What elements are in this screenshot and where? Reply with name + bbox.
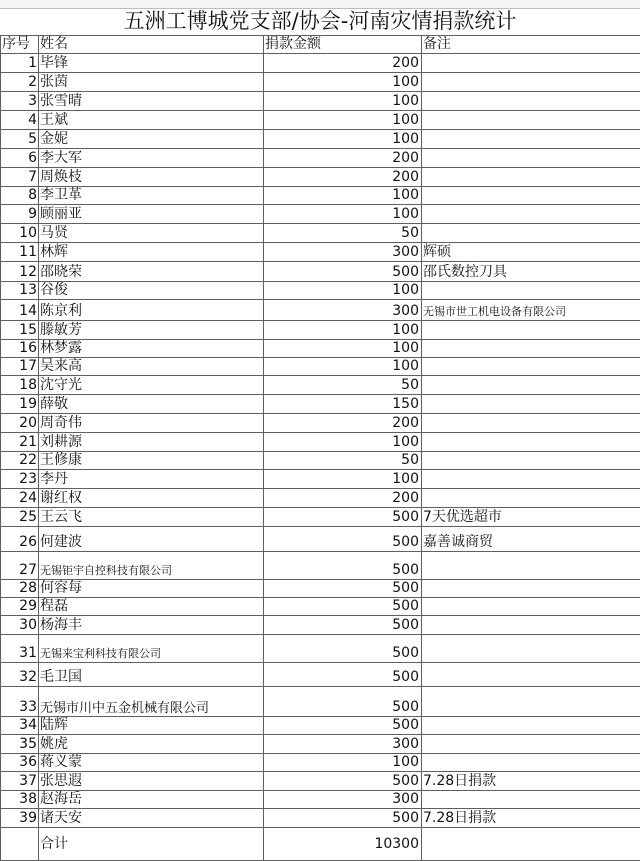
note-cell[interactable]: 邵氏数控刀具 xyxy=(422,262,640,282)
amount-cell[interactable]: 500 xyxy=(264,772,422,791)
amount-cell[interactable]: 100 xyxy=(264,187,422,205)
table-row xyxy=(1,433,640,452)
table-row xyxy=(1,470,640,489)
amount-cell[interactable]: 300 xyxy=(264,300,422,321)
header-amount[interactable]: 捐款金额 xyxy=(264,36,422,54)
name-cell[interactable]: 顾丽亚 xyxy=(39,205,264,224)
name-cell[interactable]: 薛敬 xyxy=(39,395,264,414)
note-cell[interactable] xyxy=(422,580,640,598)
table-row xyxy=(1,735,640,754)
name-cell[interactable]: 杨海丰 xyxy=(39,616,264,635)
name-cell[interactable]: 张茵 xyxy=(39,73,264,92)
row-number-cell[interactable]: 27 xyxy=(1,552,39,580)
row-number-cell[interactable]: 7 xyxy=(1,168,39,187)
table-row xyxy=(1,489,640,508)
row-number-cell[interactable]: 15 xyxy=(1,321,39,340)
note-cell[interactable] xyxy=(422,168,640,187)
amount-cell[interactable]: 500 xyxy=(264,598,422,616)
note-cell[interactable] xyxy=(422,687,640,717)
row-number-cell[interactable]: 8 xyxy=(1,187,39,205)
amount-cell[interactable]: 300 xyxy=(264,791,422,809)
table-row xyxy=(1,414,640,433)
name-cell[interactable]: 程磊 xyxy=(39,598,264,616)
row-number-cell[interactable]: 24 xyxy=(1,489,39,508)
amount-cell[interactable]: 100 xyxy=(264,73,422,92)
table-row xyxy=(1,687,640,717)
row-number-cell[interactable]: 22 xyxy=(1,452,39,470)
name-cell[interactable]: 赵海岳 xyxy=(39,791,264,809)
name-cell[interactable]: 王云飞 xyxy=(39,508,264,527)
amount-cell[interactable]: 200 xyxy=(264,149,422,168)
table-row xyxy=(1,580,640,598)
row-number-cell[interactable]: 36 xyxy=(1,754,39,772)
name-cell[interactable]: 李大军 xyxy=(39,149,264,168)
row-number-cell[interactable]: 28 xyxy=(1,580,39,598)
table-row xyxy=(1,340,640,358)
amount-cell[interactable]: 300 xyxy=(264,735,422,754)
table-row xyxy=(1,809,640,828)
note-cell[interactable] xyxy=(422,187,640,205)
row-number-cell[interactable]: 2 xyxy=(1,73,39,92)
name-cell[interactable]: 张思遐 xyxy=(39,772,264,791)
note-cell[interactable] xyxy=(422,635,640,663)
amount-cell[interactable]: 50 xyxy=(264,452,422,470)
table-row xyxy=(1,717,640,735)
note-cell[interactable] xyxy=(422,358,640,376)
sheet-title: 五洲工博城党支部/协会-河南灾情捐款统计 xyxy=(0,8,640,36)
note-cell[interactable] xyxy=(422,414,640,433)
table-row xyxy=(1,149,640,168)
table-row xyxy=(1,772,640,791)
note-cell[interactable] xyxy=(422,598,640,616)
amount-cell[interactable]: 150 xyxy=(264,395,422,414)
row-number-cell[interactable]: 6 xyxy=(1,149,39,168)
name-cell[interactable]: 张雪晴 xyxy=(39,92,264,111)
table-row xyxy=(1,598,640,616)
row-number-cell[interactable]: 34 xyxy=(1,717,39,735)
name-cell[interactable]: 蒋义蒙 xyxy=(39,754,264,772)
amount-cell[interactable]: 200 xyxy=(264,414,422,433)
row-number-cell[interactable]: 5 xyxy=(1,130,39,149)
name-cell[interactable]: 无锡钜宇自控科技有限公司 xyxy=(39,552,264,580)
note-cell[interactable] xyxy=(422,205,640,224)
row-number-cell[interactable]: 3 xyxy=(1,92,39,111)
row-number-cell[interactable]: 21 xyxy=(1,433,39,452)
row-number-cell[interactable]: 19 xyxy=(1,395,39,414)
note-cell[interactable] xyxy=(422,73,640,92)
table-row xyxy=(1,187,640,205)
donation-table-body xyxy=(1,36,640,861)
row-number-cell[interactable]: 38 xyxy=(1,791,39,809)
note-cell[interactable] xyxy=(422,321,640,340)
row-number-cell[interactable]: 17 xyxy=(1,358,39,376)
note-cell[interactable] xyxy=(422,282,640,300)
amount-cell[interactable]: 500 xyxy=(264,663,422,687)
name-cell[interactable]: 何容每 xyxy=(39,580,264,598)
table-row xyxy=(1,262,640,282)
row-number-cell[interactable]: 26 xyxy=(1,527,39,552)
row-number-cell[interactable]: 32 xyxy=(1,663,39,687)
amount-cell[interactable]: 500 xyxy=(264,717,422,735)
table-row xyxy=(1,616,640,635)
amount-cell[interactable]: 300 xyxy=(264,243,422,262)
donation-table xyxy=(0,35,640,861)
table-row xyxy=(1,452,640,470)
note-cell[interactable] xyxy=(422,130,640,149)
name-cell[interactable]: 毛卫国 xyxy=(39,663,264,687)
name-cell[interactable]: 陈京利 xyxy=(39,300,264,321)
note-cell[interactable] xyxy=(422,54,640,73)
name-cell[interactable]: 马贤 xyxy=(39,224,264,243)
table-row xyxy=(1,376,640,395)
amount-cell[interactable]: 500 xyxy=(264,262,422,282)
table-row xyxy=(1,754,640,772)
amount-cell[interactable]: 100 xyxy=(264,111,422,130)
amount-cell[interactable]: 50 xyxy=(264,376,422,395)
row-number-cell[interactable]: 30 xyxy=(1,616,39,635)
amount-cell[interactable]: 500 xyxy=(264,809,422,828)
row-number-cell[interactable]: 4 xyxy=(1,111,39,130)
header-note[interactable]: 备注 xyxy=(422,36,640,54)
row-number-cell[interactable]: 11 xyxy=(1,243,39,262)
total-amount-cell[interactable]: 10300 xyxy=(264,828,422,861)
table-row xyxy=(1,635,640,663)
name-cell[interactable]: 姚虎 xyxy=(39,735,264,754)
table-row xyxy=(1,358,640,376)
table-row xyxy=(1,54,640,73)
amount-cell[interactable]: 500 xyxy=(264,552,422,580)
table-row xyxy=(1,205,640,224)
name-cell[interactable]: 李卫革 xyxy=(39,187,264,205)
note-cell[interactable]: 嘉善诚商贸 xyxy=(422,527,640,552)
row-number-cell[interactable]: 29 xyxy=(1,598,39,616)
note-cell[interactable] xyxy=(422,395,640,414)
table-row xyxy=(1,508,640,527)
table-row xyxy=(1,111,640,130)
total-note-cell[interactable] xyxy=(422,828,640,861)
note-cell[interactable]: 辉硕 xyxy=(422,243,640,262)
row-number-cell[interactable]: 18 xyxy=(1,376,39,395)
note-cell[interactable]: 无锡市世工机电设备有限公司 xyxy=(422,300,640,321)
name-cell[interactable]: 刘耕源 xyxy=(39,433,264,452)
total-row xyxy=(1,828,640,861)
note-cell[interactable] xyxy=(422,470,640,489)
table-row xyxy=(1,791,640,809)
name-cell[interactable]: 李丹 xyxy=(39,470,264,489)
note-cell[interactable] xyxy=(422,663,640,687)
table-row xyxy=(1,663,640,687)
amount-cell[interactable]: 500 xyxy=(264,687,422,717)
amount-cell[interactable]: 100 xyxy=(264,470,422,489)
note-cell[interactable] xyxy=(422,552,640,580)
name-cell[interactable]: 王斌 xyxy=(39,111,264,130)
amount-cell[interactable]: 100 xyxy=(264,205,422,224)
amount-cell[interactable]: 100 xyxy=(264,433,422,452)
name-cell[interactable]: 林辉 xyxy=(39,243,264,262)
amount-cell[interactable]: 100 xyxy=(264,92,422,111)
row-number-cell[interactable]: 23 xyxy=(1,470,39,489)
row-number-cell[interactable]: 31 xyxy=(1,635,39,663)
note-cell[interactable] xyxy=(422,717,640,735)
table-header-row xyxy=(1,36,640,54)
table-row xyxy=(1,168,640,187)
amount-cell[interactable]: 200 xyxy=(264,489,422,508)
row-number-cell[interactable]: 16 xyxy=(1,340,39,358)
note-cell[interactable] xyxy=(422,489,640,508)
table-row xyxy=(1,527,640,552)
note-cell[interactable] xyxy=(422,92,640,111)
table-row xyxy=(1,73,640,92)
row-number-cell[interactable]: 9 xyxy=(1,205,39,224)
header-name[interactable]: 姓名 xyxy=(39,36,264,54)
name-cell[interactable]: 滕敏芳 xyxy=(39,321,264,340)
table-row xyxy=(1,395,640,414)
name-cell[interactable]: 诸天安 xyxy=(39,809,264,828)
name-cell[interactable]: 何建波 xyxy=(39,527,264,552)
row-number-cell[interactable]: 37 xyxy=(1,772,39,791)
amount-cell[interactable]: 500 xyxy=(264,508,422,527)
table-row xyxy=(1,282,640,300)
row-number-cell[interactable]: 1 xyxy=(1,54,39,73)
row-number-cell[interactable]: 13 xyxy=(1,282,39,300)
amount-cell[interactable]: 100 xyxy=(264,321,422,340)
row-number-cell[interactable]: 14 xyxy=(1,300,39,321)
total-label-cell[interactable]: 合计 xyxy=(39,828,264,861)
amount-cell[interactable]: 100 xyxy=(264,282,422,300)
name-cell[interactable]: 陆辉 xyxy=(39,717,264,735)
name-cell[interactable]: 王修康 xyxy=(39,452,264,470)
note-cell[interactable]: 7.28日捐款 xyxy=(422,809,640,828)
row-number-cell[interactable]: 35 xyxy=(1,735,39,754)
name-cell[interactable]: 周奇伟 xyxy=(39,414,264,433)
note-cell[interactable]: 7天优选超市 xyxy=(422,508,640,527)
note-cell[interactable] xyxy=(422,735,640,754)
header-no[interactable]: 序号 xyxy=(1,36,39,54)
name-cell[interactable]: 毕锋 xyxy=(39,54,264,73)
amount-cell[interactable]: 500 xyxy=(264,527,422,552)
name-cell[interactable]: 金妮 xyxy=(39,130,264,149)
note-cell[interactable] xyxy=(422,452,640,470)
total-row-number-cell[interactable] xyxy=(1,828,39,861)
row-number-cell[interactable]: 33 xyxy=(1,687,39,717)
note-cell[interactable] xyxy=(422,754,640,772)
name-cell[interactable]: 周焕枝 xyxy=(39,168,264,187)
name-cell[interactable]: 谷俊 xyxy=(39,282,264,300)
row-number-cell[interactable]: 20 xyxy=(1,414,39,433)
table-row xyxy=(1,130,640,149)
row-number-cell[interactable]: 25 xyxy=(1,508,39,527)
amount-cell[interactable]: 200 xyxy=(264,54,422,73)
name-cell[interactable]: 无锡市川中五金机械有限公司 xyxy=(39,687,264,717)
amount-cell[interactable]: 100 xyxy=(264,340,422,358)
amount-cell[interactable]: 500 xyxy=(264,635,422,663)
name-cell[interactable]: 无锡来宝利科技有限公司 xyxy=(39,635,264,663)
table-row xyxy=(1,300,640,321)
note-cell[interactable] xyxy=(422,616,640,635)
note-cell[interactable] xyxy=(422,433,640,452)
note-cell[interactable] xyxy=(422,376,640,395)
amount-cell[interactable]: 500 xyxy=(264,616,422,635)
table-row xyxy=(1,224,640,243)
amount-cell[interactable]: 100 xyxy=(264,754,422,772)
amount-cell[interactable]: 100 xyxy=(264,130,422,149)
table-row xyxy=(1,321,640,340)
table-row xyxy=(1,243,640,262)
name-cell[interactable]: 谢红权 xyxy=(39,489,264,508)
note-cell[interactable] xyxy=(422,224,640,243)
note-cell[interactable] xyxy=(422,340,640,358)
amount-cell[interactable]: 200 xyxy=(264,168,422,187)
row-number-cell[interactable]: 10 xyxy=(1,224,39,243)
name-cell[interactable]: 沈守光 xyxy=(39,376,264,395)
amount-cell[interactable]: 500 xyxy=(264,580,422,598)
note-cell[interactable] xyxy=(422,149,640,168)
amount-cell[interactable]: 50 xyxy=(264,224,422,243)
row-number-cell[interactable]: 39 xyxy=(1,809,39,828)
table-row xyxy=(1,92,640,111)
name-cell[interactable]: 吴来高 xyxy=(39,358,264,376)
name-cell[interactable]: 邵晓荣 xyxy=(39,262,264,282)
note-cell[interactable]: 7.28日捐款 xyxy=(422,772,640,791)
amount-cell[interactable]: 100 xyxy=(264,358,422,376)
name-cell[interactable]: 林梦露 xyxy=(39,340,264,358)
table-row xyxy=(1,552,640,580)
row-number-cell[interactable]: 12 xyxy=(1,262,39,282)
note-cell[interactable] xyxy=(422,791,640,809)
note-cell[interactable] xyxy=(422,111,640,130)
